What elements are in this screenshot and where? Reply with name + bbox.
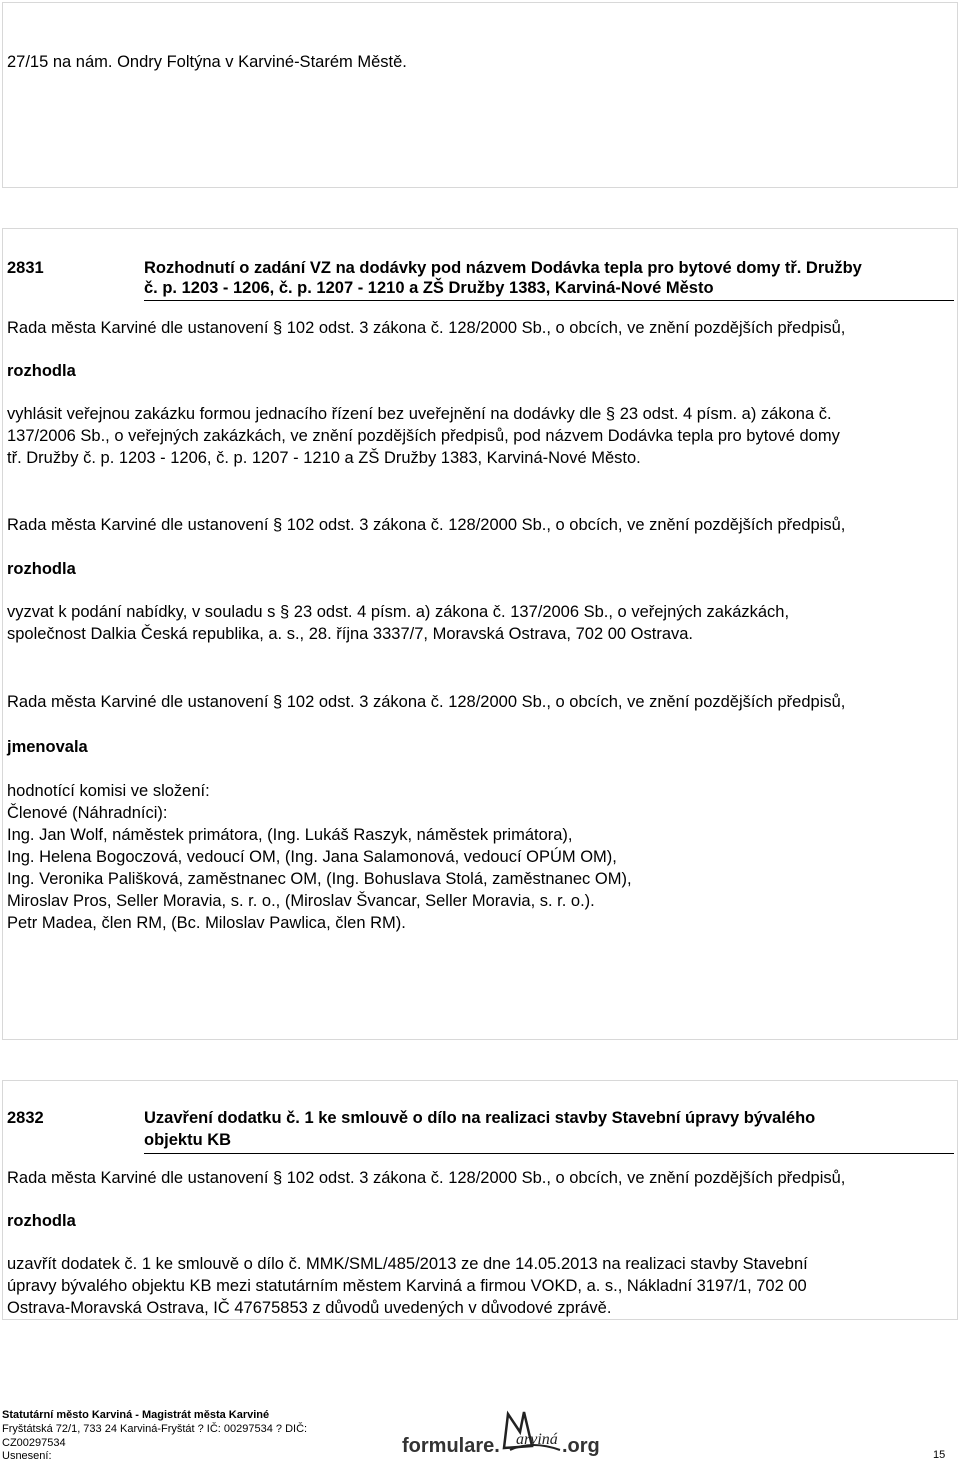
svg-text:formulare.: formulare. xyxy=(402,1435,500,1457)
verb: jmenovala xyxy=(7,738,88,756)
decision-line: Petr Madea, člen RM, (Bc. Miloslav Pawlica, člen RM). xyxy=(7,914,406,932)
verb: rozhodla xyxy=(7,1212,76,1230)
decision-line: společnost Dalkia Česká republika, a. s., 28. října 3337/7, Moravská Ostrava, 702 00 Ostrava. xyxy=(7,625,694,643)
footer-doc-label: Usnesení: xyxy=(2,1450,52,1462)
decision-text xyxy=(7,1253,808,1319)
decision-line: vyzvat k podání nabídky, v souladu s § 23 odst. 4 písm. a) zákona č. 137/2006 Sb., o veřejných zakázkách, xyxy=(7,603,790,621)
resolution-title-line: Rozhodnutí o zadání VZ na dodávky pod názvem Dodávka tepla pro bytové domy tř. Družby xyxy=(144,259,862,277)
formulare-logo-icon xyxy=(402,1400,614,1462)
decision-line: vyhlásit veřejnou zakázku formou jednacího řízení bez uveřejnění na dodávky dle § 23 odst. 4 písm. a) zákona č. xyxy=(7,405,832,423)
decision-line: Ing. Jan Wolf, náměstek primátora, (Ing. Lukáš Raszyk, náměstek primátora), xyxy=(7,826,573,844)
resolution-2832 xyxy=(2,1080,958,1320)
footer-dic: CZ00297534 xyxy=(2,1437,66,1449)
decision-line: úpravy bývalého objektu KB mezi statutárním městem Karviná a firmou VOKD, a. s., Nákladní 3197/1, 702 00 xyxy=(7,1277,807,1295)
decision-line: uzavřít dodatek č. 1 ke smlouvě o dílo č. MMK/SML/485/2013 ze dne 14.05.2013 na realizaci stavby Stavební xyxy=(7,1255,808,1273)
resolution-2831 xyxy=(2,228,958,1040)
resolution-title-line: Uzavření dodatku č. 1 ke smlouvě o dílo na realizaci stavby Stavební úpravy bývalého xyxy=(144,1109,816,1127)
decision-line: Ing. Helena Bogoczová, vedoucí OM, (Ing. Jana Salamonová, vedoucí OPÚM OM), xyxy=(7,848,617,866)
continuation-box xyxy=(2,2,958,188)
preamble: Rada města Karviné dle ustanovení § 102 odst. 3 zákona č. 128/2000 Sb., o obcích, ve znění pozdějších předpisů, xyxy=(7,1169,846,1187)
decision-text xyxy=(7,780,632,934)
decision-line: 137/2006 Sb., o veřejných zakázkách, ve znění pozdějších předpisů, pod názvem Dodávka tepla pro bytové domy xyxy=(7,427,840,445)
decision-line: Ostrava-Moravská Ostrava, IČ 47675853 z důvodů uvedených v důvodové zprávě. xyxy=(7,1299,612,1317)
resolution-title-line: č. p. 1203 - 1206, č. p. 1207 - 1210 a ZŠ Družby 1383, Karviná-Nové Město xyxy=(144,279,714,297)
decision-line: Miroslav Pros, Seller Moravia, s. r. o., (Miroslav Švancar, Seller Moravia, s. r. o.). xyxy=(7,892,595,910)
decision-line: tř. Družby č. p. 1203 - 1206, č. p. 1207 - 1210 a ZŠ Družby 1383, Karviná-Nové Město. xyxy=(7,449,641,467)
svg-text:arviná: arviná xyxy=(516,1431,558,1448)
decision-line: Ing. Veronika Pališková, zaměstnanec OM, (Ing. Bohuslava Stolá, zaměstnanec OM), xyxy=(7,870,632,888)
formulare-logo xyxy=(402,1400,614,1462)
preamble: Rada města Karviné dle ustanovení § 102 odst. 3 zákona č. 128/2000 Sb., o obcích, ve znění pozdějších předpisů, xyxy=(7,516,846,534)
resolution-number: 2831 xyxy=(7,259,44,277)
svg-text:.org: .org xyxy=(562,1435,600,1457)
footer-address: Fryštátská 72/1, 733 24 Karviná-Fryštát ? IČ: 00297534 ? DIČ: xyxy=(2,1423,308,1435)
continuation-text: 27/15 na nám. Ondry Foltýna v Karviné-Starém Městě. xyxy=(7,53,407,71)
footer-org: Statutární město Karviná - Magistrát města Karviné xyxy=(2,1409,270,1421)
title-underline xyxy=(144,1153,954,1154)
title-underline xyxy=(144,300,954,301)
decision-text xyxy=(7,403,840,469)
verb: rozhodla xyxy=(7,362,76,380)
decision-line: Členové (Náhradníci): xyxy=(7,804,168,822)
verb: rozhodla xyxy=(7,560,76,578)
page-number: 15 xyxy=(933,1449,946,1461)
preamble: Rada města Karviné dle ustanovení § 102 odst. 3 zákona č. 128/2000 Sb., o obcích, ve znění pozdějších předpisů, xyxy=(7,693,846,711)
resolution-title-line: objektu KB xyxy=(144,1131,232,1149)
decision-text xyxy=(7,601,789,645)
preamble: Rada města Karviné dle ustanovení § 102 odst. 3 zákona č. 128/2000 Sb., o obcích, ve znění pozdějších předpisů, xyxy=(7,319,846,337)
decision-line: hodnotící komisi ve složení: xyxy=(7,782,210,800)
resolution-number: 2832 xyxy=(7,1109,44,1127)
